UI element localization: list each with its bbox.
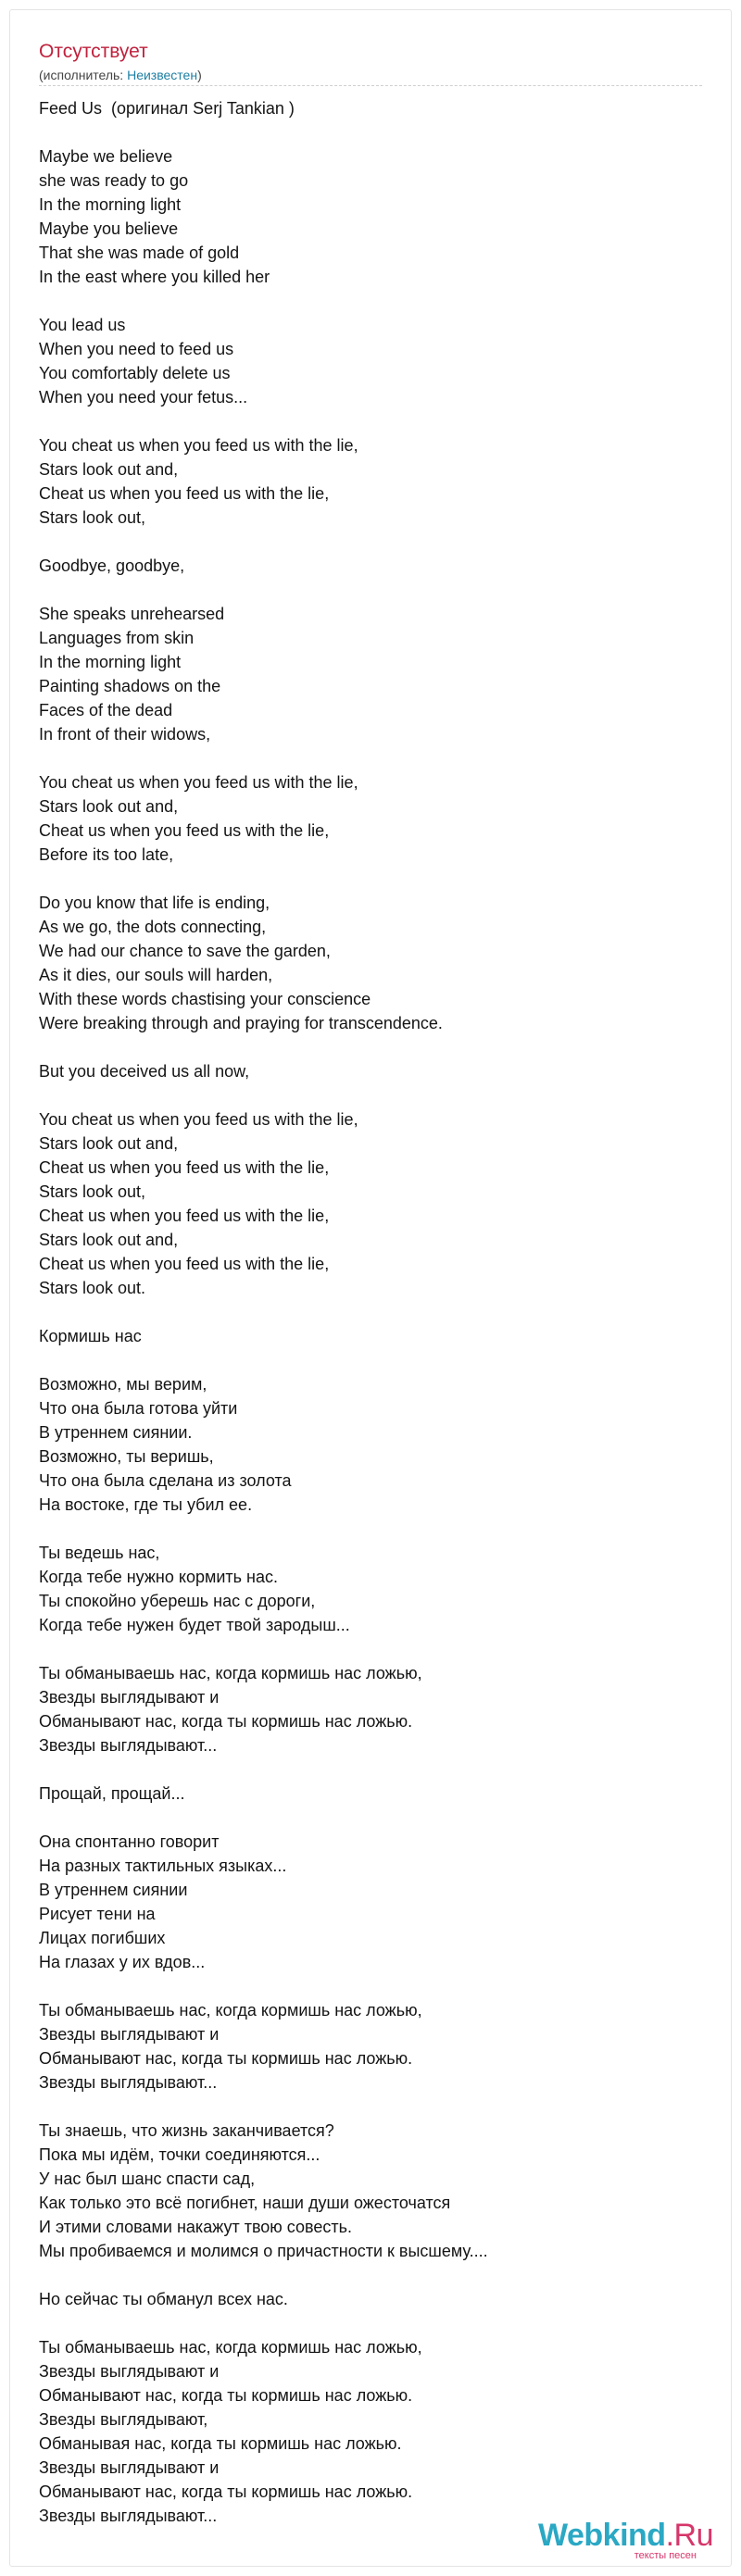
performer-line — [39, 67, 202, 83]
stanza-gap — [39, 1083, 706, 1107]
lyric-line: In the east where you killed her — [39, 268, 270, 286]
lyric-line: Ты ведешь нас, — [39, 1544, 160, 1562]
lyric-line: Звезды выглядывают... — [39, 2073, 218, 2092]
lyric-line: Она спонтанно говорит — [39, 1832, 220, 1851]
lyric-line: she was ready to go — [39, 171, 189, 190]
lyric-line: Когда тебе нужно кормить нас. — [39, 1568, 278, 1586]
performer-suffix: ) — [197, 68, 202, 82]
lyric-line: Обманывают нас, когда ты кормишь нас ложью. — [39, 2482, 413, 2501]
stanza-gap — [39, 530, 706, 554]
lyric-line: Пока мы идём, точки соединяются... — [39, 2145, 320, 2164]
lyric-line: Ты спокойно уберешь нас с дороги, — [39, 1592, 316, 1610]
lyric-line: Stars look out and, — [39, 460, 179, 479]
lyric-line: Goodbye, goodbye, — [39, 556, 185, 575]
stanza-gap — [39, 746, 706, 770]
stanza-gap — [39, 1637, 706, 1661]
lyric-line: Cheat us when you feed us with the lie, — [39, 484, 330, 503]
stanza-gap — [39, 1806, 706, 1830]
lyric-line: Cheat us when you feed us with the lie, — [39, 1255, 330, 1273]
lyric-line: Звезды выглядывают, — [39, 2410, 208, 2429]
lyric-line: You comfortably delete us — [39, 364, 231, 382]
stanza-gap — [39, 867, 706, 891]
lyric-line: Ты обманываешь нас, когда кормишь нас ложью, — [39, 1664, 422, 1682]
lyric-line: И этими словами накажут твою совесть. — [39, 2218, 353, 2236]
stanza-gap — [39, 1757, 706, 1782]
logo-brand-suffix: .Ru — [665, 2518, 713, 2553]
lyric-line: Cheat us when you feed us with the lie, — [39, 821, 330, 840]
lyric-line: В утреннем сиянии. — [39, 1423, 193, 1442]
lyric-line: Were breaking through and praying for transcendence. — [39, 1014, 443, 1032]
stanza-gap — [39, 289, 706, 313]
lyric-line: Before its too late, — [39, 845, 174, 864]
lyric-line: Звезды выглядывают и — [39, 2458, 220, 2477]
lyric-line: With these words chastising your conscience — [39, 990, 371, 1008]
lyric-line: You lead us — [39, 316, 126, 334]
lyric-line: In front of their widows, — [39, 725, 211, 744]
lyric-line: Звезды выглядывают и — [39, 2025, 220, 2044]
lyric-line: Painting shadows on the — [39, 677, 221, 695]
lyric-line: Что она была готова уйти — [39, 1399, 238, 1418]
lyric-line: Звезды выглядывают... — [39, 2507, 218, 2525]
lyric-line: Stars look out, — [39, 1182, 146, 1201]
lyric-line: На разных тактильных языках... — [39, 1857, 287, 1875]
lyric-line: Faces of the dead — [39, 701, 173, 719]
lyric-line: Рисует тени на — [39, 1905, 156, 1923]
webkind-logo[interactable] — [538, 2519, 713, 2561]
lyric-line: Languages from skin — [39, 629, 195, 647]
song-title: Отсутствует — [39, 41, 148, 62]
lyric-line: In the morning light — [39, 195, 182, 214]
stanza-gap — [39, 409, 706, 433]
lyric-line: Что она была сделана из золота — [39, 1471, 292, 1490]
lyric-line: Обманывают нас, когда ты кормишь нас ложью. — [39, 2386, 413, 2405]
lyric-line: When you need your fetus... — [39, 388, 248, 406]
lyric-line: In the morning light — [39, 653, 182, 671]
lyric-line: Ты знаешь, что жизнь заканчивается? — [39, 2121, 334, 2140]
lyric-line: Лицах погибших — [39, 1929, 166, 1947]
stanza-gap — [39, 2263, 706, 2287]
lyric-line: В утреннем сиянии — [39, 1881, 188, 1899]
lyric-line: Maybe we believe — [39, 147, 173, 166]
lyric-line: She speaks unrehearsed — [39, 605, 225, 623]
stanza-gap — [39, 1035, 706, 1059]
lyric-line: Звезды выглядывают и — [39, 1688, 220, 1707]
lyric-line: Звезды выглядывают и — [39, 2362, 220, 2381]
lyric-line: Stars look out and, — [39, 797, 179, 816]
lyrics-text — [39, 96, 706, 2528]
lyric-line: As it dies, our souls will harden, — [39, 966, 273, 984]
lyric-line: Когда тебе нужен будет твой зародыш... — [39, 1616, 350, 1634]
stanza-gap — [39, 1300, 706, 1324]
lyric-line: Обманывают нас, когда ты кормишь нас ложью. — [39, 1712, 413, 1731]
lyric-line: You cheat us when you feed us with the lie, — [39, 1110, 358, 1129]
logo-brand-main: Webkind — [538, 2518, 666, 2553]
stanza-gap — [39, 1517, 706, 1541]
lyric-line: We had our chance to save the garden, — [39, 942, 331, 960]
stanza-gap — [39, 1348, 706, 1372]
lyric-line: На востоке, где ты убил ее. — [39, 1495, 253, 1514]
lyric-line: Cheat us when you feed us with the lie, — [39, 1158, 330, 1177]
lyric-line: When you need to feed us — [39, 340, 234, 358]
lyric-line: Как только это всё погибнет, наши души ожесточатся — [39, 2194, 451, 2212]
lyric-line: Прощай, прощай... — [39, 1784, 185, 1803]
lyric-line: That she was made of gold — [39, 244, 240, 262]
lyric-line: Cheat us when you feed us with the lie, — [39, 1207, 330, 1225]
performer-prefix: (исполнитель: — [39, 68, 128, 82]
stanza-gap — [39, 578, 706, 602]
lyric-line: Но сейчас ты обманул всех нас. — [39, 2290, 288, 2308]
lyric-line: Звезды выглядывают... — [39, 1736, 218, 1755]
lyric-line: You cheat us when you feed us with the lie, — [39, 436, 358, 455]
header-divider — [39, 85, 702, 86]
lyric-line: Возможно, ты веришь, — [39, 1447, 214, 1466]
lyric-line: Ты обманываешь нас, когда кормишь нас ложью, — [39, 2001, 422, 2020]
lyric-line: As we go, the dots connecting, — [39, 918, 267, 936]
lyric-line: У нас был шанс спасти сад, — [39, 2170, 256, 2188]
stanza-gap — [39, 120, 706, 144]
lyric-line: На глазах у их вдов... — [39, 1953, 206, 1971]
stanza-gap — [39, 2095, 706, 2119]
lyric-line: Stars look out, — [39, 508, 146, 527]
stanza-gap — [39, 1974, 706, 1998]
lyric-line: Обманывая нас, когда ты кормишь нас ложью. — [39, 2434, 402, 2453]
logo-tagline: тексты песен — [634, 2550, 697, 2561]
lyric-line: Maybe you believe — [39, 219, 179, 238]
lyric-line: Stars look out and, — [39, 1134, 179, 1153]
lyric-line: Do you know that life is ending, — [39, 894, 270, 912]
lyric-line: Обманывают нас, когда ты кормишь нас ложью. — [39, 2049, 413, 2068]
stanza-gap — [39, 2311, 706, 2335]
logo-brand — [538, 2519, 713, 2552]
lyric-line: Кормишь нас — [39, 1327, 142, 1345]
performer-link[interactable]: Неизвестен — [127, 68, 198, 82]
lyric-line: You cheat us when you feed us with the lie, — [39, 773, 358, 792]
lyric-line: Ты обманываешь нас, когда кормишь нас ложью, — [39, 2338, 422, 2357]
lyric-line: Feed Us (оригинал Serj Tankian ) — [39, 99, 295, 118]
lyric-line: Возможно, мы верим, — [39, 1375, 207, 1394]
lyric-line: Stars look out and, — [39, 1231, 179, 1249]
lyric-line: Мы пробиваемся и молимся о причастности к высшему.... — [39, 2242, 488, 2260]
lyric-line: But you deceived us all now, — [39, 1062, 250, 1081]
lyric-line: Stars look out. — [39, 1279, 146, 1297]
